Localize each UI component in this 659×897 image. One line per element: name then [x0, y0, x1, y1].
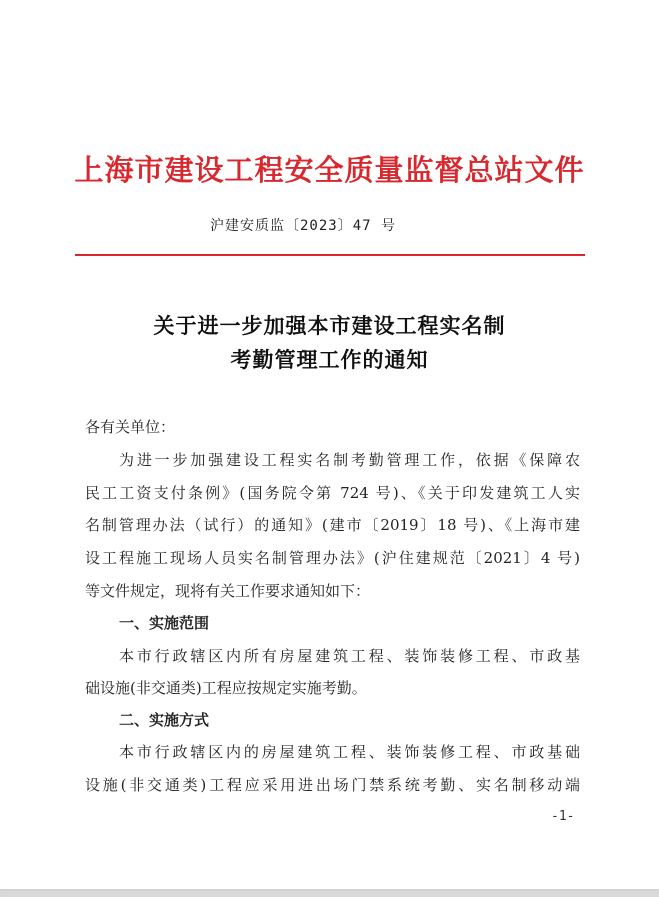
- red-separator-line: [75, 254, 585, 256]
- section-heading-method: 二、实施方式: [119, 711, 210, 729]
- section-method-line: 本市行政辖区内的房屋建筑工程、装饰装修工程、市政基础: [119, 743, 580, 761]
- section-scope-line: 础设施(非交通类)工程应按规定实施考勤。: [85, 679, 367, 697]
- document-title-line-2: 考勤管理工作的通知: [230, 348, 429, 372]
- document-title-line-1: 关于进一步加强本市建设工程实名制: [153, 314, 506, 338]
- intro-line: 为进一步加强建设工程实名制考勤管理工作，依据《保障农: [119, 451, 580, 469]
- section-heading-scope: 一、实施范围: [119, 614, 210, 632]
- intro-line: 设工程施工现场人员实名制管理办法》(沪住建规范〔2021〕4 号): [85, 549, 580, 567]
- intro-line: 名制管理办法（试行）的通知》(建市〔2019〕18 号)、《上海市建: [85, 516, 580, 534]
- section-scope-line: 本市行政辖区内所有房屋建筑工程、装饰装修工程、市政基: [119, 647, 580, 665]
- issuer-heading: 上海市建设工程安全质量监督总站文件: [74, 153, 585, 187]
- intro-line: 民工工资支付条例》(国务院令第 724 号)、《关于印发建筑工人实: [85, 484, 580, 502]
- document-number: 沪建安质监〔2023〕47 号: [210, 218, 397, 234]
- intro-line: 等文件规定，现将有关工作要求通知如下：: [85, 582, 371, 600]
- page-number: -1-: [551, 809, 575, 824]
- salutation: 各有关单位：: [85, 418, 176, 436]
- section-method-line: 设施(非交通类)工程应采用进出场门禁系统考勤、实名制移动端: [85, 776, 580, 794]
